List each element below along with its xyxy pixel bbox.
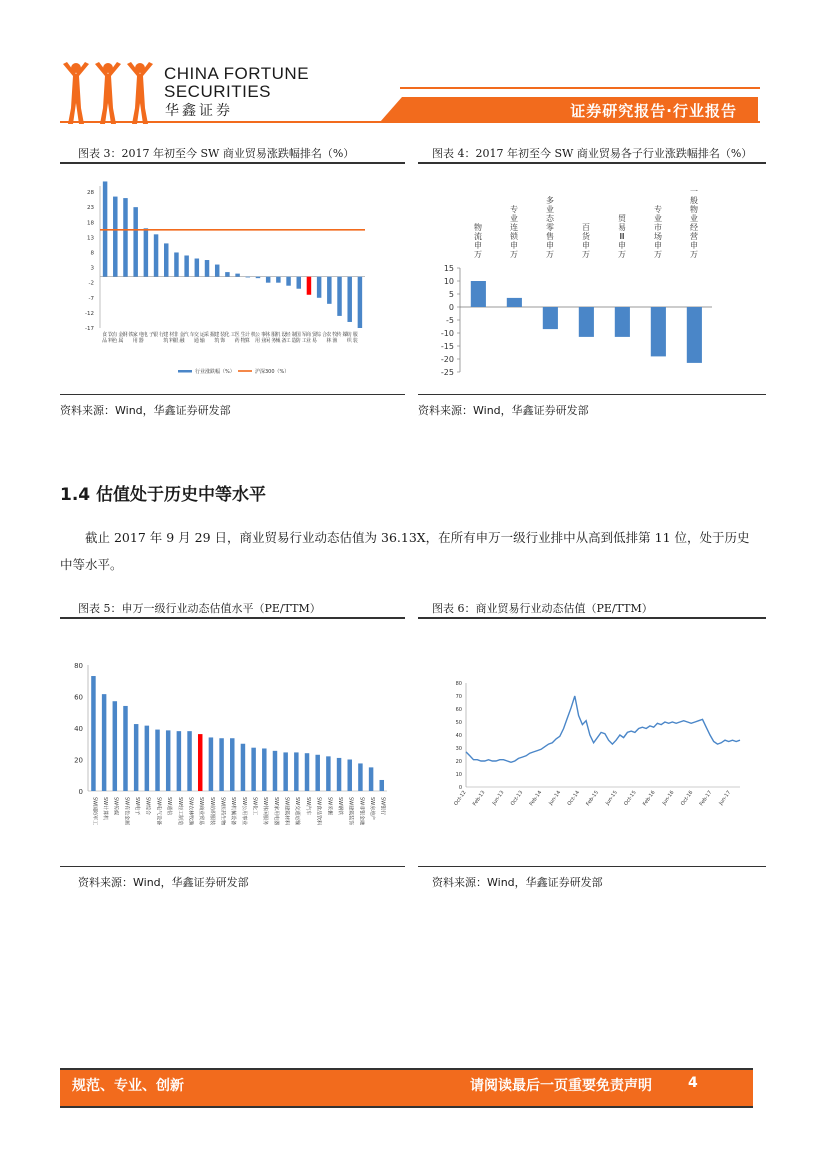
chart2-ytick-6: 5	[448, 290, 454, 299]
chart1-bar-9	[195, 259, 199, 277]
chart2-ytick-8: 15	[443, 264, 454, 273]
chart1-xlabel-20-a: 商业	[305, 332, 311, 344]
chart3-ytick-4: 80	[74, 662, 83, 670]
chart4-xtick-24: Oct-16	[679, 789, 695, 807]
chart2-bar-0	[471, 281, 486, 307]
chart3-bar-11	[209, 737, 213, 791]
chart1-bar-4	[144, 228, 148, 276]
chart3-bar-1	[102, 694, 106, 791]
chart1-ytick-3: -2	[88, 280, 94, 287]
page-number: 4	[688, 1075, 698, 1091]
figure4-chart	[420, 175, 720, 385]
figure4-top-rule	[418, 162, 766, 164]
chart1-xlabel-20-b: 贸易	[311, 332, 317, 344]
figure6-bottom-rule	[418, 866, 766, 867]
chart3-xlabel-12: SW医药生物	[219, 797, 226, 826]
chart3-xlabel-23: SW钢铁	[336, 797, 343, 816]
chart1-xlabel-24-b: 服装	[352, 332, 358, 344]
chart1-xlabel-10-b: 掘	[210, 332, 216, 338]
figure4-bottom-rule	[418, 394, 766, 395]
chart1-xlabel-8-a: 汽	[183, 332, 189, 338]
chart1-xlabel-2-a: 钢	[122, 332, 128, 338]
chart1-bar-22	[327, 277, 331, 304]
chart2-bar-6	[687, 307, 702, 363]
brand-name-en-line2: SECURITIES	[164, 82, 272, 101]
chart1-ytick-4: 3	[90, 265, 94, 272]
chart4-xtick-28: Jun-17	[718, 789, 733, 807]
chart1-xlabel-21-a: 综	[316, 332, 322, 338]
chart3-xlabel-2: SW传媒	[112, 797, 119, 816]
figure6-source: 资料来源：Wind，华鑫证券研发部	[432, 876, 603, 889]
chart3-xlabel-18: SW建筑材料	[283, 797, 290, 826]
chart1-xlabel-6-b: 材料	[169, 332, 175, 344]
chart1-xlabel-0-b: 饮料	[108, 332, 114, 344]
chart4-ytick-6: 60	[455, 707, 462, 713]
chart1-bar-12	[225, 272, 229, 277]
chart3-bar-19	[294, 752, 298, 791]
chart3-xlabel-16: SW休闲服务	[262, 797, 269, 826]
chart1-xlabel-6-a: 建筑	[163, 332, 169, 344]
chart3-bar-15	[251, 748, 255, 791]
chart4-xtick-16: Jun-15	[604, 789, 619, 807]
figure5-bottom-rule	[60, 866, 405, 867]
chart2-xlabel-6: 一般物业经营申万	[690, 187, 698, 259]
chart3-xlabel-15: SW化工	[251, 797, 258, 816]
chart3-bar-7	[166, 730, 170, 791]
chart1-bar-16	[266, 277, 270, 283]
chart3-bar-6	[155, 730, 159, 791]
chart1-ytick-1: -12	[85, 310, 94, 317]
chart2-bar-4	[615, 307, 630, 337]
chart3-bar-12	[219, 738, 223, 791]
figure4-caption: 图表 4：2017 年初至今 SW 商业贸易各子行业涨跌幅排名（%）	[432, 147, 753, 160]
chart1-ytick-5: 8	[90, 250, 94, 257]
chart4-xtick-0: Oct-12	[453, 789, 468, 807]
report-type-label: 证券研究报告·行业报告	[570, 102, 737, 120]
chart3-xlabel-0: SW国防军工	[91, 797, 98, 826]
chart1-bar-25	[358, 277, 362, 328]
chart1-xlabel-15-a: 公用	[255, 332, 261, 344]
chart4-xtick-6: Oct-13	[509, 789, 525, 807]
chart1-xlabel-8-b: 车	[189, 332, 195, 338]
chart1-bar-2	[123, 198, 127, 277]
chart1-xlabel-1-b: 金属	[118, 332, 124, 344]
chart1-xlabel-5-b: 行	[159, 332, 165, 338]
chart3-xlabel-10: SW商业贸易	[198, 797, 205, 826]
chart1-xlabel-17-a: 机械	[275, 332, 281, 344]
chart1-xlabel-22-b: 牧渔	[332, 332, 338, 344]
chart4-xtick-8: Feb-14	[528, 789, 544, 808]
chart1-xlabel-19-a: 国防	[295, 332, 301, 344]
chart1-xlabel-16-b: 服务	[271, 332, 277, 344]
chart3-ytick-2: 40	[74, 725, 83, 733]
section-body: 截止 2017 年 9 月 29 日，商业贸易行业动态估值为 36.13X，在所有申万一级行业排中从高到低排第 11 位，处于历史中等水平。	[60, 530, 750, 572]
figure3-bottom-rule	[60, 394, 405, 395]
chart3-bar-3	[123, 706, 127, 791]
chart1-xlabel-7-b: 金融	[179, 332, 185, 344]
chart1-xlabel-15-b: 事业	[261, 332, 267, 344]
chart3-xlabel-3: SW有色金属	[123, 797, 130, 826]
chart4-ytick-3: 30	[455, 746, 462, 752]
chart1-bar-21	[317, 277, 321, 298]
chart1-xlabel-1-a: 有色	[112, 332, 118, 344]
figure6-chart	[440, 675, 750, 850]
chart1-xlabel-4-b: 子	[148, 332, 154, 338]
section-title: 1.4 估值处于历史中等水平	[60, 485, 267, 505]
chart3-bar-26	[369, 767, 373, 791]
chart1-xlabel-16-a: 休闲	[265, 332, 271, 344]
footer-disclaimer-note: 请阅读最后一页重要免责声明	[470, 1078, 652, 1094]
chart1-bar-13	[235, 274, 239, 277]
chart2-bar-2	[543, 307, 558, 329]
chart3-bar-27	[380, 780, 384, 791]
chart2-ytick-0: -25	[440, 368, 454, 377]
chart1-bar-5	[154, 234, 158, 276]
chart1-xlabel-23-a: 传	[336, 332, 342, 338]
chart1-bar-20	[307, 277, 311, 295]
chart1-bar-17	[276, 277, 280, 283]
chart3-bar-10	[198, 734, 202, 791]
chart2-ytick-5: 0	[448, 303, 454, 312]
figure4-source: 资料来源：Wind，华鑫证券研发部	[418, 404, 589, 417]
chart3-xlabel-9: SW农林牧渔	[187, 797, 194, 826]
chart2-bar-1	[507, 298, 522, 307]
chart3-xlabel-27: SW银行	[379, 797, 386, 816]
chart2-xlabel-0: 物流申万	[474, 223, 482, 259]
chart3-xlabel-26: SW房地产	[368, 797, 375, 821]
chart3-ytick-0: 0	[78, 788, 83, 796]
chart2-ytick-4: -5	[446, 316, 454, 325]
chart3-xlabel-1: SW计算机	[102, 797, 109, 821]
chart3-bar-18	[283, 752, 287, 791]
chart1-bar-10	[205, 260, 209, 277]
chart1-xlabel-7-a: 非银	[173, 332, 179, 344]
chart3-xlabel-4: SW电子	[134, 797, 141, 816]
chart1-xlabel-12-a: 化	[224, 332, 230, 338]
chart1-xlabel-18-a: 轻工	[285, 332, 291, 344]
chart1-ytick-7: 18	[87, 220, 94, 227]
figure5-top-rule	[60, 617, 405, 619]
chart1-bar-24	[347, 277, 351, 322]
chart2-ytick-3: -10	[440, 329, 454, 338]
chart4-xtick-14: Feb-15	[585, 789, 600, 808]
chart1-bar-19	[297, 277, 301, 289]
chart3-xlabel-20: SW汽车	[304, 797, 311, 816]
chart3-bar-9	[187, 731, 191, 791]
chart1-legend-label-1: 沪深300（%）	[255, 369, 290, 375]
chart2-ytick-1: -20	[440, 355, 454, 364]
chart4-xtick-12: Oct-14	[566, 789, 582, 807]
chart1-bar-7	[174, 252, 178, 276]
chart4-ytick-8: 80	[455, 681, 462, 687]
chart1-xlabel-2-b: 铁	[128, 332, 134, 338]
chart1-xlabel-19-b: 军工	[301, 332, 307, 344]
chart1-xlabel-9-b: 运输	[199, 332, 205, 344]
chart3-xlabel-13: SW机械设备	[230, 797, 237, 826]
figure5-source: 资料来源：Wind，华鑫证券研发部	[78, 876, 249, 889]
chart1-bar-3	[133, 207, 137, 276]
chart1-xlabel-18-b: 制造	[291, 332, 297, 344]
chart1-xlabel-9-a: 交通	[193, 332, 199, 344]
chart1-xlabel-13-a: 医药	[234, 332, 240, 344]
figure3-source: 资料来源：Wind，华鑫证券研发部	[60, 404, 231, 417]
chart3-bar-16	[262, 748, 266, 791]
chart1-legend-swatch-0	[178, 370, 192, 373]
chart4-ytick-0: 0	[458, 785, 462, 791]
chart3-xlabel-17: SW家用电器	[272, 797, 279, 826]
chart1-bar-1	[113, 197, 117, 277]
chart4-series-line	[466, 696, 740, 762]
chart1-xlabel-12-b: 工	[230, 332, 236, 338]
chart1-bar-18	[286, 277, 290, 286]
chart1-bar-6	[164, 243, 168, 276]
chart1-xlabel-3-b: 电器	[138, 332, 144, 344]
chart3-bar-20	[305, 753, 309, 791]
chart4-xtick-4: Jun-13	[491, 789, 506, 807]
brand-name-en-line1: CHINA FORTUNE	[164, 64, 310, 83]
chart1-xlabel-14-b: 机	[250, 332, 256, 338]
chart2-bar-5	[651, 307, 666, 356]
chart3-xlabel-5: SW综合	[144, 797, 151, 816]
chart1-ytick-6: 13	[87, 235, 94, 242]
chart3-bar-0	[91, 676, 95, 791]
chart1-xlabel-21-b: 合	[322, 332, 328, 338]
chart3-xlabel-7: SW通信	[166, 797, 173, 816]
chart1-xlabel-0-a: 食品	[102, 332, 108, 344]
chart3-bar-13	[230, 738, 234, 791]
chart1-xlabel-11-b: 装饰	[220, 332, 226, 344]
chart1-bar-23	[337, 277, 341, 316]
figure6-caption: 图表 6：商业贸易行业动态估值（PE/TTM）	[432, 602, 653, 615]
chart3-ytick-1: 20	[74, 756, 83, 765]
chart1-bar-11	[215, 265, 219, 277]
chart1-xlabel-14-a: 计算	[244, 332, 250, 344]
chart4-ytick-2: 20	[455, 759, 462, 765]
chart1-ytick-8: 23	[87, 205, 94, 212]
chart3-xlabel-14: SW公用事业	[240, 797, 247, 826]
chart1-bar-14	[246, 277, 250, 278]
chart1-xlabel-23-b: 媒	[342, 332, 348, 338]
chart3-bar-24	[347, 760, 351, 792]
chart4-xtick-10: Jun-14	[548, 789, 563, 807]
chart2-xlabel-4: 贸易 Ⅲ 申万	[618, 214, 626, 259]
chart1-xlabel-13-b: 生物	[240, 332, 246, 344]
chart1-xlabel-3-a: 家用	[132, 332, 138, 344]
chart4-xtick-2: Feb-13	[471, 789, 487, 808]
figure3-caption: 图表 3：2017 年初至今 SW 商业贸易涨跌幅排名（%）	[78, 147, 355, 160]
chart4-ytick-1: 10	[455, 772, 462, 778]
chart3-xlabel-24: SW建筑装饰	[347, 797, 354, 826]
chart3-bar-25	[358, 763, 362, 791]
chart1-xlabel-17-b: 设备	[281, 332, 287, 344]
chart4-xtick-26: Feb-17	[698, 789, 714, 808]
chart2-xlabel-5: 专业市场申万	[654, 205, 662, 259]
chart3-bar-8	[177, 731, 181, 791]
chart2-ytick-7: 10	[443, 277, 454, 286]
figure5-caption: 图表 5：申万一级行业动态估值水平（PE/TTM）	[78, 602, 321, 615]
footer-slogan: 规范、专业、创新	[72, 1078, 184, 1094]
chart1-xlabel-24-a: 纺织	[346, 332, 352, 344]
chart1-ytick-0: -17	[85, 326, 94, 332]
chart2-xlabel-3: 百货申万	[582, 223, 590, 259]
chart3-xlabel-25: SW非银金融	[358, 797, 365, 826]
chart1-xlabel-10-a: 采	[204, 332, 210, 338]
chart3-xlabel-21: SW食品饮料	[315, 797, 322, 826]
chart4-xtick-18: Oct-15	[623, 789, 638, 807]
chart3-bar-17	[273, 751, 277, 791]
chart1-legend-label-0: 行业涨跌幅（%）	[195, 369, 235, 375]
chart3-bar-5	[145, 726, 149, 791]
chart3-xlabel-8: SW轻工制造	[176, 797, 183, 826]
chart3-xlabel-19: SW交通运输	[294, 797, 301, 826]
chart1-xlabel-5-a: 银	[153, 332, 159, 338]
chart3-xlabel-11: SW纺织服装	[208, 797, 215, 826]
chart4-ytick-7: 70	[455, 694, 462, 700]
chart1-ytick-9: 28	[87, 190, 94, 197]
chart1-ytick-2: -7	[88, 295, 94, 302]
figure5-chart	[62, 655, 402, 855]
chart4-ytick-5: 50	[455, 720, 462, 726]
chart2-ytick-2: -15	[440, 342, 454, 351]
chart3-bar-4	[134, 724, 138, 791]
chart3-bar-22	[326, 756, 330, 791]
chart3-bar-14	[241, 744, 245, 791]
chart1-xlabel-4-a: 电	[142, 332, 148, 338]
chart4-ytick-4: 40	[455, 733, 462, 739]
chart3-ytick-3: 60	[74, 693, 83, 702]
chart3-bar-2	[113, 701, 117, 791]
chart1-xlabel-11-a: 建筑	[214, 332, 220, 344]
chart1-bar-8	[184, 255, 188, 276]
chart3-bar-23	[337, 758, 341, 791]
chart2-xlabel-2: 多业态零售申万	[546, 196, 554, 259]
chart3-xlabel-22: SW采掘	[326, 797, 333, 816]
chart4-xtick-22: Jun-16	[661, 789, 676, 807]
chart3-xlabel-6: SW电气设备	[155, 797, 162, 826]
chart4-xtick-20: Feb-16	[641, 789, 657, 808]
brand-name-cn: 华鑫证券	[165, 103, 233, 119]
chart1-bar-15	[256, 277, 260, 279]
figure3-top-rule	[60, 162, 405, 164]
chart2-xlabel-1: 专业连锁申万	[510, 205, 518, 259]
figure3-chart	[70, 172, 390, 382]
figure6-top-rule	[418, 617, 766, 619]
chart2-bar-3	[579, 307, 594, 337]
chart1-xlabel-22-a: 农林	[326, 332, 332, 344]
chart3-bar-21	[315, 755, 319, 791]
